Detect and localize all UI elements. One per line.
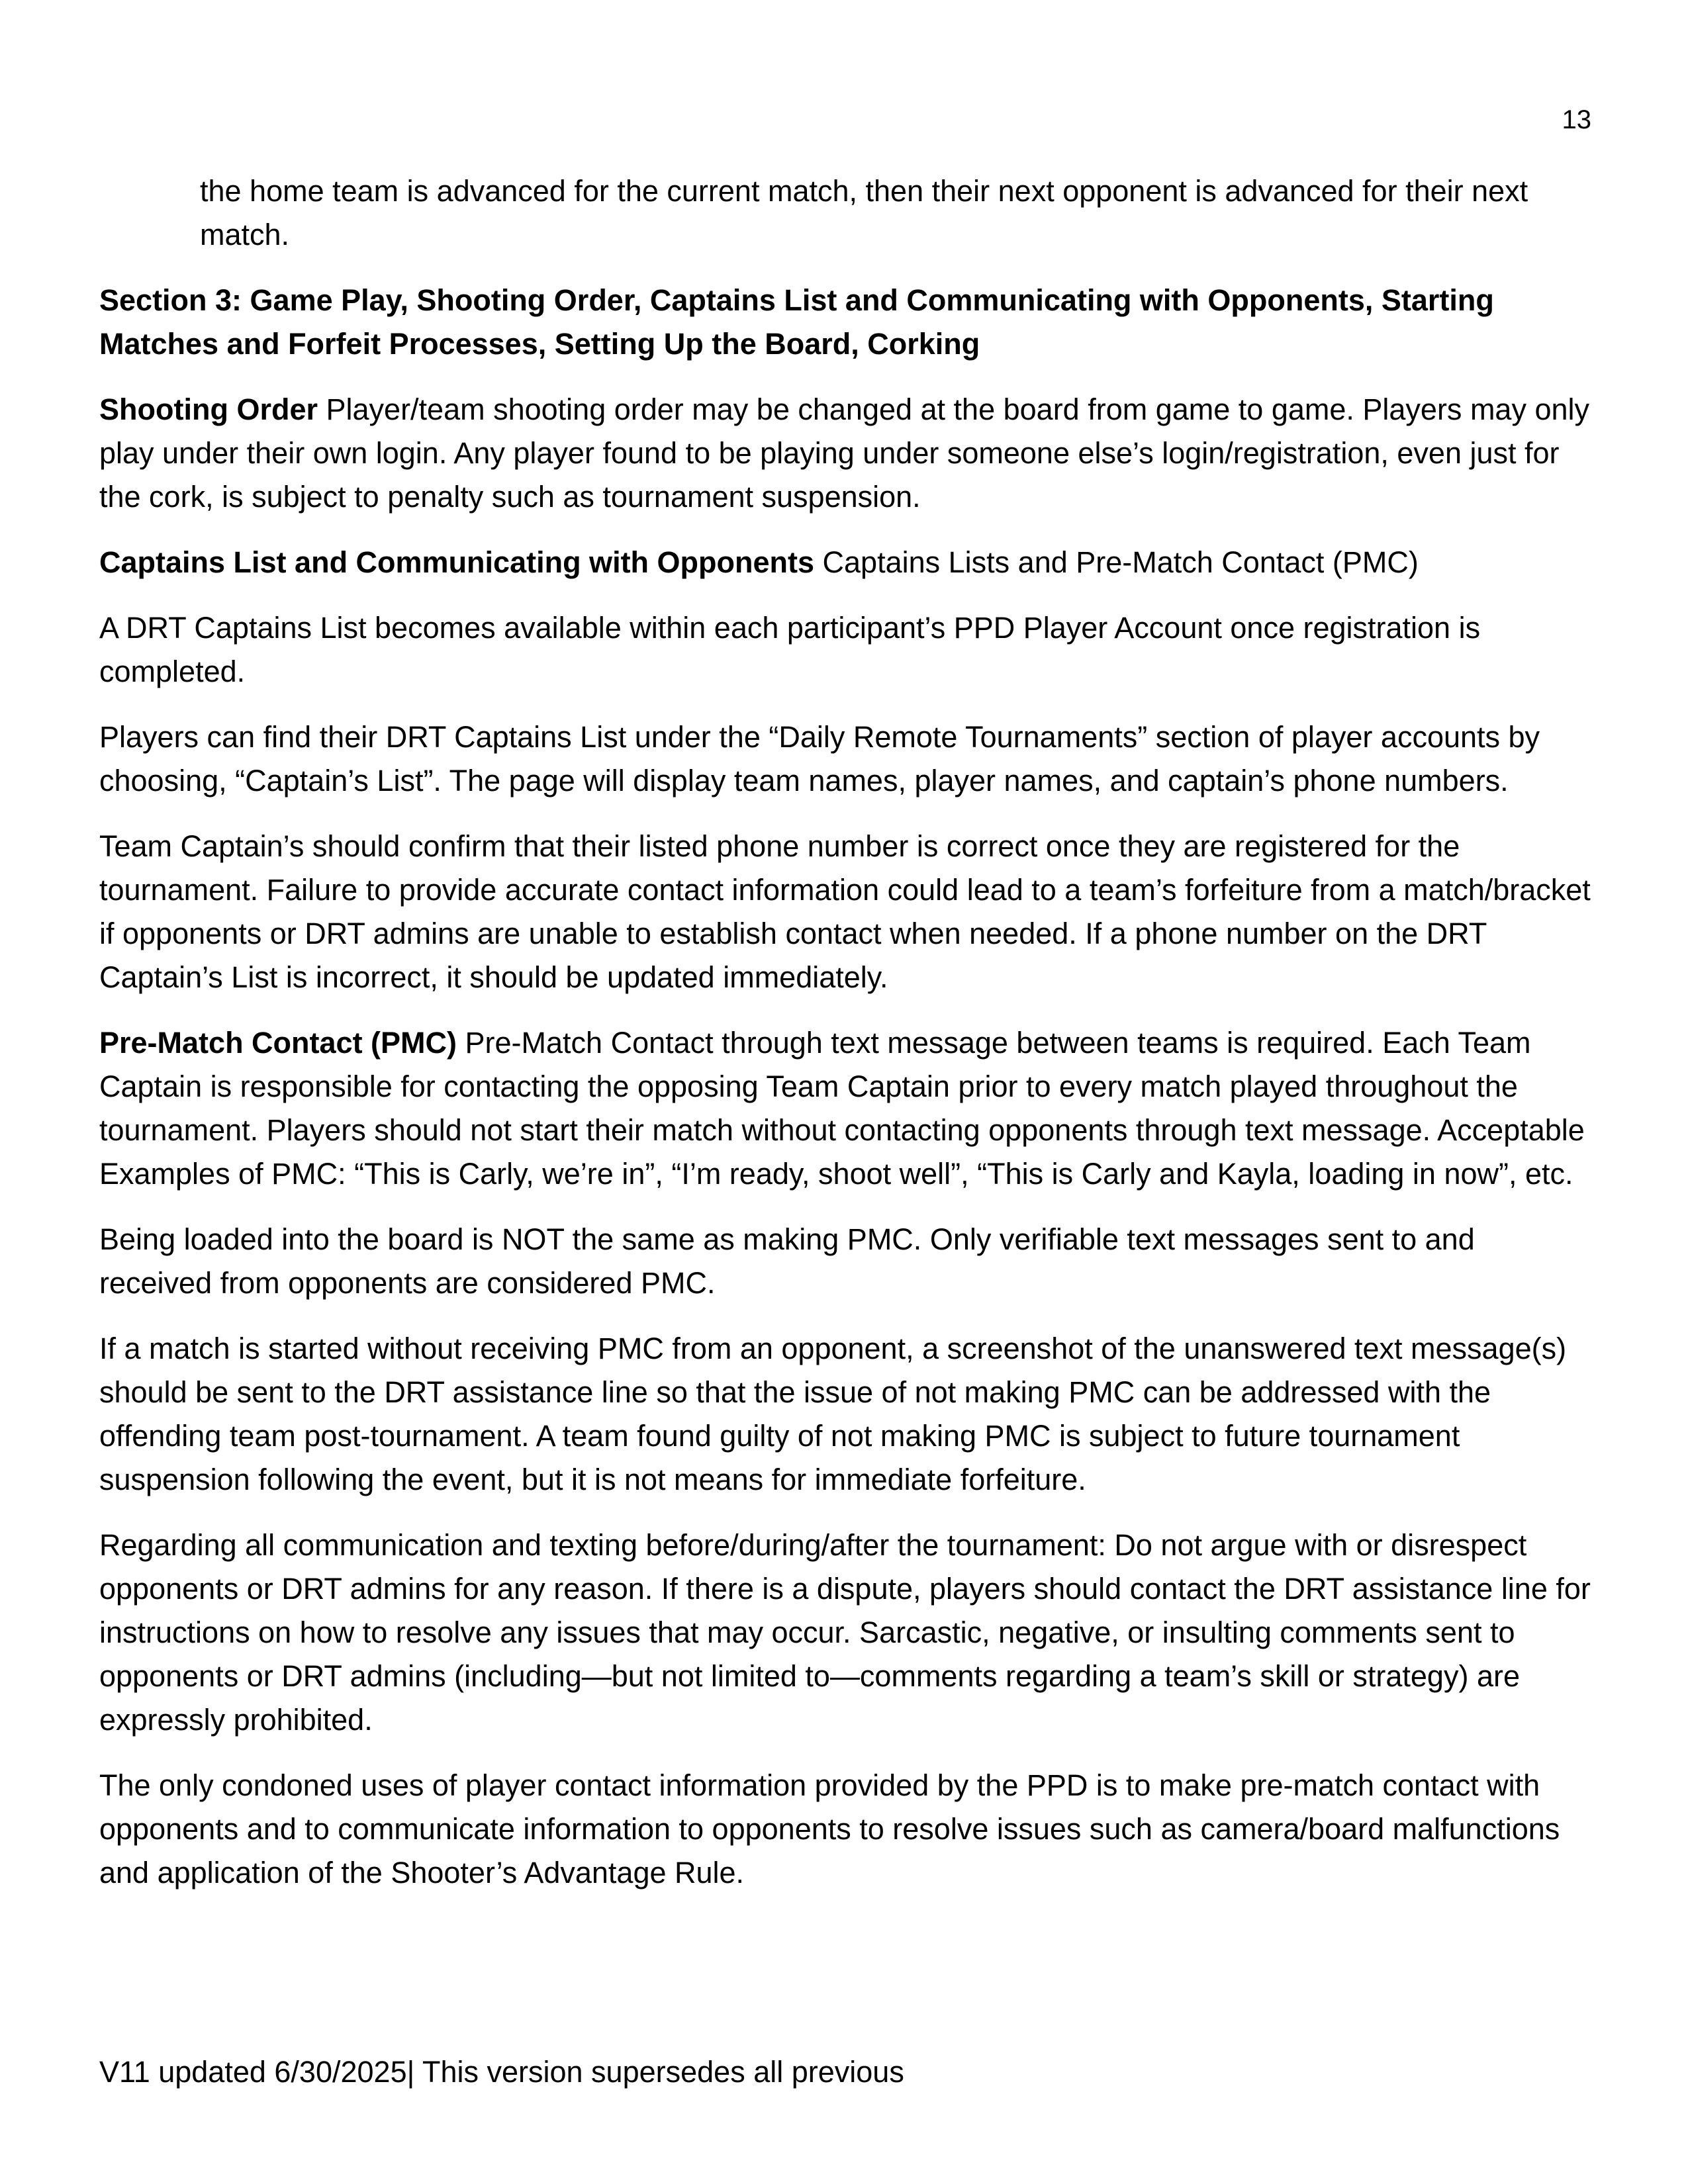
contact-info-usage: The only condoned uses of player contact information provided by the PPD is to make pre-match contact with opponents and to communicate information to opponents to resolve issues such as camera/board malfunctions and application of the Shooter’s Advantage Rule. — [99, 1768, 1560, 1889]
pmc-paragraph — [99, 1021, 1591, 1196]
intro-continuation: the home team is advanced for the current match, then their next opponent is advanced for their next match. — [200, 174, 1528, 251]
captains-list-text: Captains Lists and Pre-Match Contact (PMC) — [814, 545, 1419, 579]
captains-list-availability: A DRT Captains List becomes available within each participant’s PPD Player Account once registration is completed. — [99, 611, 1481, 688]
pmc-label: Pre-Match Contact (PMC) — [99, 1026, 457, 1060]
document-body — [99, 169, 1591, 1917]
captains-list-paragraph — [99, 541, 1591, 584]
shooting-order-paragraph — [99, 388, 1591, 519]
shooting-order-label: Shooting Order — [99, 392, 318, 426]
pmc-board-loading: Being loaded into the board is NOT the same as making PMC. Only verifiable text messages sent to and received from opponents are considered PMC. — [99, 1222, 1475, 1300]
pmc-text: Pre-Match Contact through text message between teams is required. Each Team Captain is responsible for contacting the opposing Team Captain prior to every match played throughout the tournament. Players should not start their match without contacting opponents through text message. Acceptable Examples of PMC: “This is Carly, we’re in”, “I’m ready, shoot well”, “This is Carly and Kayla, loading in now”, etc. — [99, 1026, 1585, 1191]
captains-list-location: Players can find their DRT Captains List under the “Daily Remote Tournaments” section of player accounts by choosing, “Captain’s List”. The page will display team names, player names, and captain’s phone numbers. — [99, 720, 1540, 797]
communication-conduct: Regarding all communication and texting before/during/after the tournament: Do not argue with or disrespect opponents or DRT admins for any reason. If there is a dispute, players should contact the DRT assistance line for instructions on how to resolve any issues that may occur. Sarcastic, negative, or insulting comments sent to opponents or DRT admins (including—but not limited to—comments regarding a team’s skill or strategy) are expressly prohibited. — [99, 1528, 1591, 1737]
captains-list-label: Captains List and Communicating with Opponents — [99, 545, 815, 579]
section-heading: Section 3: Game Play, Shooting Order, Captains List and Communicating with Opponents, Starting Matches and Forfeit Processes, Setting Up the Board, Corking — [99, 283, 1494, 361]
phone-number-confirmation: Team Captain’s should confirm that their listed phone number is correct once they are registered for the tournament. Failure to provide accurate contact information could lead to a team’s forfeiture from a match/bracket if opponents or DRT admins are unable to establish contact when needed. If a phone number on the DRT Captain’s List is incorrect, it should be updated immediately. — [99, 829, 1591, 994]
page-number: 13 — [1562, 105, 1591, 134]
page-footer: V11 updated 6/30/2025| This version supersedes all previous — [99, 2055, 904, 2089]
pmc-missing-procedure: If a match is started without receiving PMC from an opponent, a screenshot of the unanswered text message(s) should be sent to the DRT assistance line so that the issue of not making PMC can be addressed with the offending team post-tournament. A team found guilty of not making PMC is subject to future tournament suspension following the event, but it is not means for immediate forfeiture. — [99, 1332, 1567, 1496]
shooting-order-text: Player/team shooting order may be changed at the board from game to game. Players may only play under their own login. Any player found to be playing under someone else’s login/registration, even just for the cork, is subject to penalty such as tournament suspension. — [99, 392, 1590, 514]
